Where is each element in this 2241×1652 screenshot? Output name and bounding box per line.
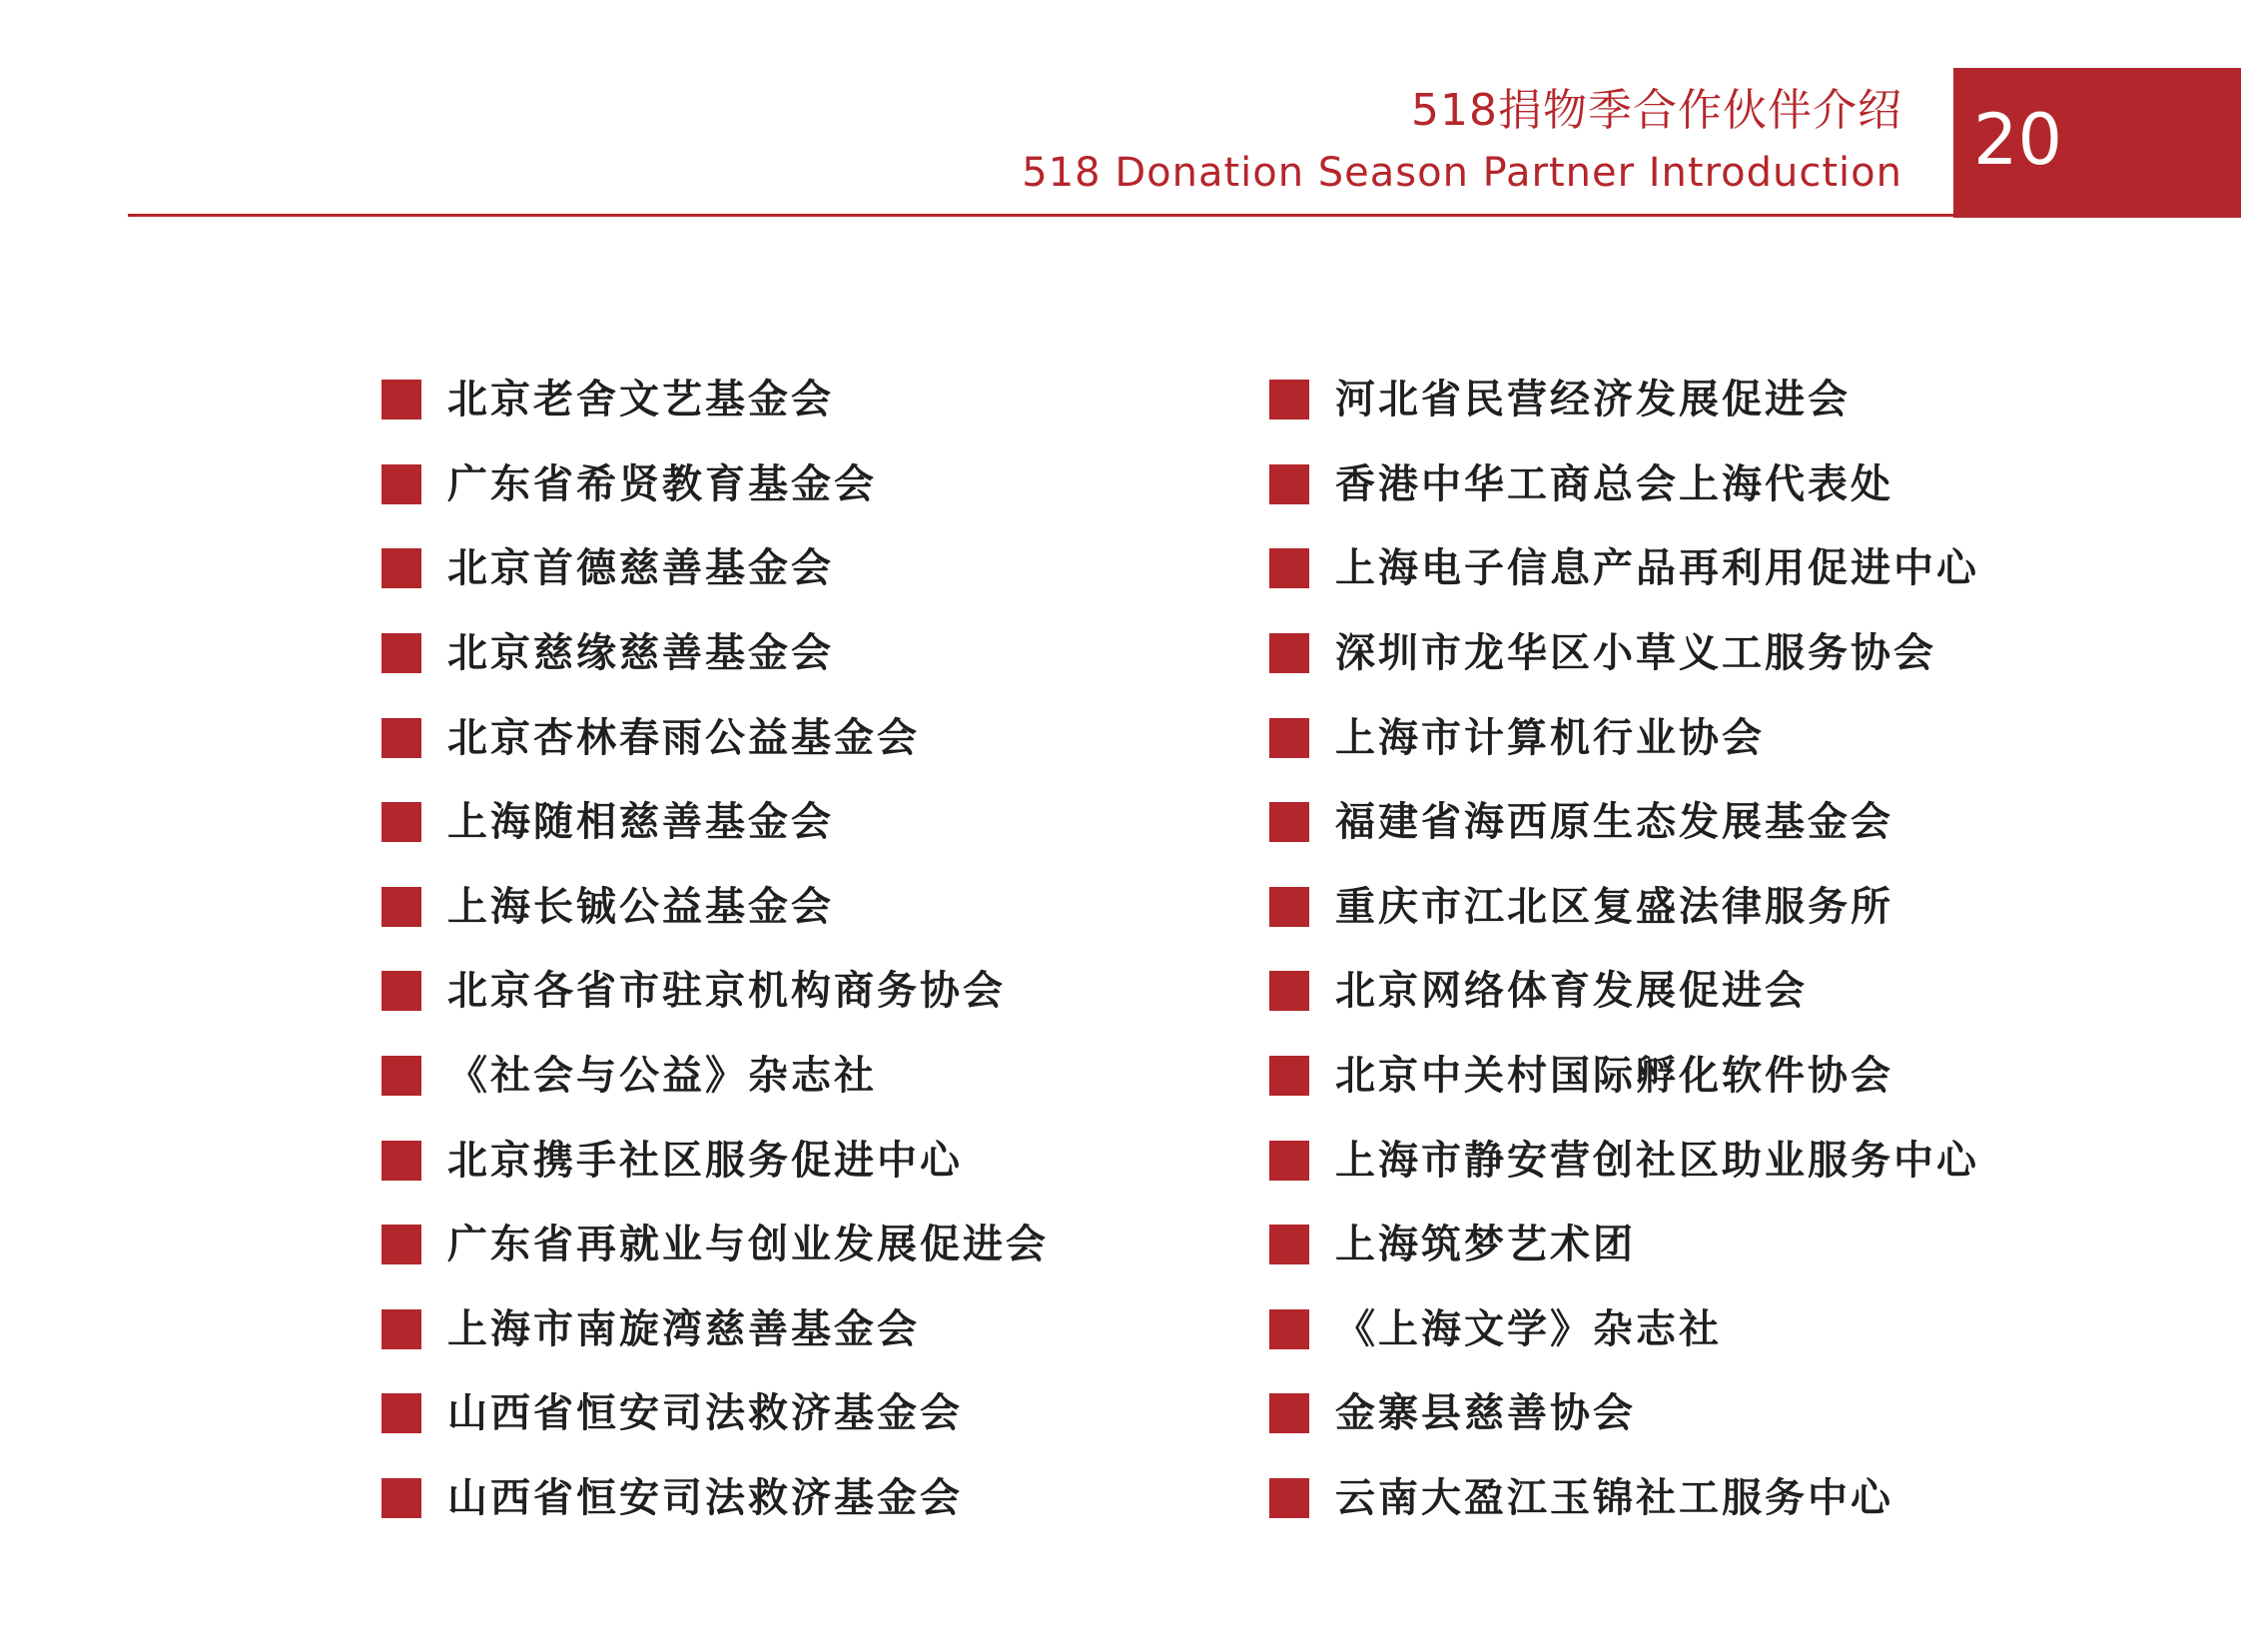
square-bullet-icon [381, 718, 421, 758]
square-bullet-icon [381, 1056, 421, 1096]
partner-name: 金寨县慈善协会 [1335, 1390, 1636, 1437]
partner-name: 河北省民营经济发展促进会 [1335, 377, 1851, 423]
list-item [381, 526, 1049, 611]
header-divider [128, 214, 1953, 217]
page-title-cn: 518捐物季合作伙伴介绍 [1411, 85, 1902, 136]
square-bullet-icon [381, 971, 421, 1011]
square-bullet-icon [381, 1393, 421, 1433]
partner-name: 福建省海西原生态发展基金会 [1335, 799, 1893, 846]
list-item [381, 780, 1049, 865]
square-bullet-icon [1269, 464, 1309, 504]
square-bullet-icon [1269, 1225, 1309, 1264]
square-bullet-icon [1269, 1478, 1309, 1518]
partner-name: 上海市南旋湾慈善基金会 [447, 1305, 920, 1352]
square-bullet-icon [381, 1478, 421, 1518]
partner-name: 重庆市江北区复盛法律服务所 [1335, 883, 1893, 930]
partner-name: 北京携手社区服务促进中心 [447, 1137, 963, 1184]
square-bullet-icon [1269, 1141, 1309, 1181]
square-bullet-icon [1269, 971, 1309, 1011]
partner-name: 北京各省市驻京机构商务协会 [447, 968, 1006, 1015]
partner-name: 北京首德慈善基金会 [447, 545, 834, 592]
square-bullet-icon [381, 1141, 421, 1181]
list-item [1269, 611, 1979, 696]
list-item [381, 1203, 1049, 1287]
partner-name: 北京网络体育发展促进会 [1335, 968, 1808, 1015]
square-bullet-icon [381, 633, 421, 673]
list-item [381, 695, 1049, 780]
list-item [381, 358, 1049, 442]
list-item [1269, 442, 1979, 527]
square-bullet-icon [1269, 380, 1309, 419]
list-item [381, 442, 1049, 527]
list-item [1269, 780, 1979, 865]
partner-name: 上海电子信息产品再利用促进中心 [1335, 545, 1979, 592]
list-item [381, 1118, 1049, 1203]
partner-name: 深圳市龙华区小草义工服务协会 [1335, 630, 1936, 677]
partner-name: 上海筑梦艺术团 [1335, 1222, 1636, 1268]
list-item [1269, 949, 1979, 1034]
square-bullet-icon [381, 802, 421, 842]
partner-name: 上海市静安营创社区助业服务中心 [1335, 1137, 1979, 1184]
square-bullet-icon [1269, 887, 1309, 927]
square-bullet-icon [381, 887, 421, 927]
list-item [381, 1456, 1049, 1541]
partner-name: 上海长铖公益基金会 [447, 883, 834, 930]
list-item [381, 1371, 1049, 1456]
list-item [381, 611, 1049, 696]
list-item [1269, 1371, 1979, 1456]
list-item [1269, 1118, 1979, 1203]
square-bullet-icon [1269, 1056, 1309, 1096]
square-bullet-icon [1269, 802, 1309, 842]
partner-name: 北京老舍文艺基金会 [447, 377, 834, 423]
partner-name: 《社会与公益》杂志社 [447, 1053, 877, 1100]
page-title-en: 518 Donation Season Partner Introduction [1022, 150, 1902, 196]
list-item [1269, 1287, 1979, 1372]
square-bullet-icon [381, 548, 421, 588]
partner-name: 《上海文学》杂志社 [1335, 1305, 1722, 1352]
partner-name: 广东省再就业与创业发展促进会 [447, 1222, 1049, 1268]
list-item [381, 1034, 1049, 1119]
list-item [1269, 1456, 1979, 1541]
square-bullet-icon [381, 1309, 421, 1349]
square-bullet-icon [381, 1225, 421, 1264]
list-item [1269, 358, 1979, 442]
partner-name: 北京慈缘慈善基金会 [447, 630, 834, 677]
list-item [381, 1287, 1049, 1372]
partner-name: 山西省恒安司法救济基金会 [447, 1390, 963, 1437]
square-bullet-icon [1269, 718, 1309, 758]
page-number: 20 [1973, 99, 2063, 181]
partner-name: 北京杏林春雨公益基金会 [447, 714, 920, 761]
partner-name: 广东省希贤教育基金会 [447, 460, 877, 507]
partner-name: 北京中关村国际孵化软件协会 [1335, 1053, 1893, 1100]
square-bullet-icon [1269, 1309, 1309, 1349]
list-item [381, 865, 1049, 950]
square-bullet-icon [381, 380, 421, 419]
list-item [1269, 526, 1979, 611]
list-item [1269, 1203, 1979, 1287]
partner-name: 上海随相慈善基金会 [447, 799, 834, 846]
list-item [381, 949, 1049, 1034]
partner-name: 山西省恒安司法救济基金会 [447, 1475, 963, 1522]
partner-list-right [1269, 358, 1979, 1540]
partner-name: 香港中华工商总会上海代表处 [1335, 460, 1893, 507]
square-bullet-icon [381, 464, 421, 504]
list-item [1269, 695, 1979, 780]
list-item [1269, 865, 1979, 950]
list-item [1269, 1034, 1979, 1119]
partner-name: 云南大盈江玉锦社工服务中心 [1335, 1475, 1893, 1522]
square-bullet-icon [1269, 1393, 1309, 1433]
square-bullet-icon [1269, 633, 1309, 673]
square-bullet-icon [1269, 548, 1309, 588]
partner-list-left [381, 358, 1049, 1540]
partner-name: 上海市计算机行业协会 [1335, 714, 1765, 761]
